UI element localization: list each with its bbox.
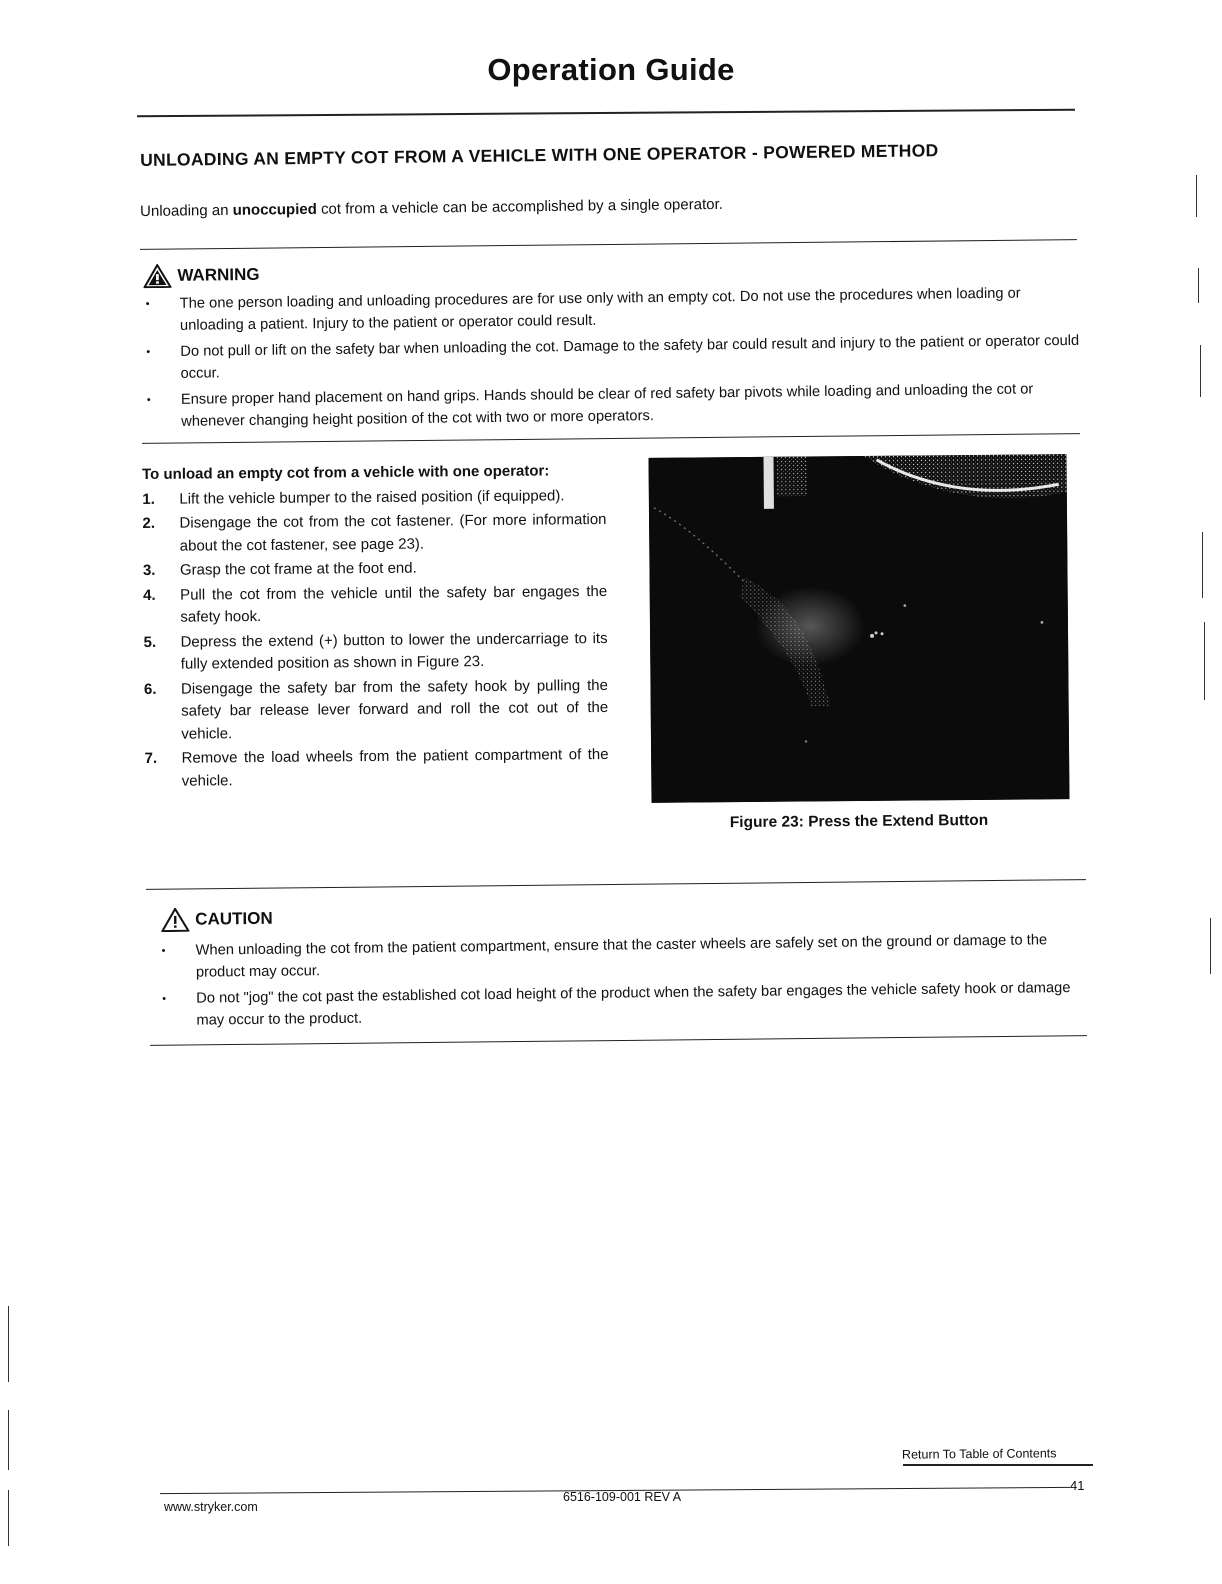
title-rule: [137, 109, 1075, 118]
scan-edge-mark: [1200, 345, 1201, 397]
step-number: 2.: [142, 514, 156, 532]
step-text: Grasp the cot frame at the foot end.: [179, 559, 417, 579]
step-text: Depress the extend (+) button to lower the undercarriage to its fully extended position as shown in Figure 23.: [180, 629, 608, 673]
procedure-step: [144, 744, 608, 793]
step-number: 7.: [144, 749, 158, 767]
warning-list: [146, 282, 1086, 437]
warning-header: [143, 263, 259, 288]
caution-header: [161, 907, 273, 932]
procedure-block: [142, 460, 609, 795]
step-text: Disengage the safety bar from the safety hook by pulling the safety bar release lever forward and roll the cot out of the vehicle.: [180, 676, 609, 743]
step-number: 5.: [143, 633, 157, 651]
procedure-step: [143, 627, 607, 676]
procedure-intro: To unload an empty cot from a vehicle with one operator:: [142, 462, 550, 483]
scan-edge-mark: [1198, 268, 1199, 303]
caution-list: [161, 929, 1098, 1036]
step-number: 4.: [143, 586, 156, 604]
step-text: Remove the load wheels from the patient compartment of the vehicle.: [181, 745, 609, 790]
warning-item: • Do not pull or lift on the safety bar when unloading the cot. Damage to the safety bar could result and injury to the patient or operator could occur.: [146, 330, 1084, 385]
scan-edge-mark: [1202, 532, 1203, 598]
caution-item: • When unloading the cot from the patient compartment, ensure that the caster wheels are safely set on the ground or damage to the product may occur.: [161, 929, 1097, 984]
step-text: Lift the vehicle bumper to the raised position (if equipped).: [179, 486, 565, 508]
step-text: Disengage the cot from the cot fastener. (For more information about the cot fastener, see page 23).: [179, 510, 607, 555]
return-to-toc-link[interactable]: Return To Table of Contents: [901, 1446, 1057, 1462]
procedure-step: [142, 484, 606, 511]
step-number: 3.: [142, 561, 156, 579]
caution-label: CAUTION: [195, 908, 273, 929]
cot-photo-image: [649, 454, 1070, 803]
caution-triangle-icon: [161, 908, 189, 932]
intro-bold-word: unoccupied: [232, 200, 317, 219]
intro-text-end: cot from a vehicle can be accomplished by a single operator.: [316, 195, 723, 218]
scan-edge-mark: [1210, 918, 1211, 974]
section-heading: UNLOADING AN EMPTY COT FROM A VEHICLE WITH ONE OPERATOR - POWERED METHOD: [140, 140, 939, 170]
procedure-rule: [146, 879, 1086, 890]
step-number: 6.: [143, 680, 157, 698]
warning-item: • Ensure proper hand placement on hand grips. Hands should be clear of red safety bar pivots while loading and unloading the cot or whenever changing height position of the cot with two or more operators.: [147, 378, 1085, 433]
warning-label: WARNING: [177, 264, 260, 285]
step-number: 1.: [142, 490, 155, 508]
scan-edge-mark: [1204, 622, 1205, 700]
figure-23-photo: [649, 454, 1070, 803]
scan-edge-mark: [1196, 175, 1197, 217]
step-text: Pull the cot from the vehicle until the safety bar engages the safety hook.: [180, 582, 608, 626]
toc-link-underline: [903, 1464, 1093, 1466]
page-title: Operation Guide: [487, 52, 735, 87]
procedure-step: [142, 509, 606, 558]
procedure-steps: [142, 484, 609, 793]
scan-edge-mark: [8, 1410, 9, 1470]
intro-rule: [140, 239, 1077, 250]
caution-item: • Do not "jog" the cot past the established cot load height of the product when the safety bar engages the vehicle safety hook or damage may occur to the product.: [162, 977, 1098, 1032]
intro-text-start: Unloading an: [140, 201, 233, 220]
warning-item: • The one person loading and unloading procedures are for use only with an empty cot. Do not use the procedures when loading or unloading a patient. Injury to the patient or operator could result.: [146, 282, 1084, 337]
procedure-step: [144, 674, 609, 746]
procedure-step: [143, 556, 607, 583]
scan-edge-mark: [8, 1490, 9, 1546]
intro-paragraph: [140, 192, 1040, 220]
footer-url: www.stryker.com: [164, 1500, 258, 1514]
page-number: 41: [1070, 1478, 1085, 1493]
scan-edge-mark: [8, 1306, 9, 1382]
warning-triangle-icon: [143, 264, 171, 288]
figure-caption: Figure 23: Press the Extend Button: [729, 811, 989, 832]
caution-rule: [150, 1035, 1087, 1046]
procedure-step: [143, 580, 607, 629]
footer-doc-number: 6516-109-001 REV A: [563, 1490, 682, 1504]
